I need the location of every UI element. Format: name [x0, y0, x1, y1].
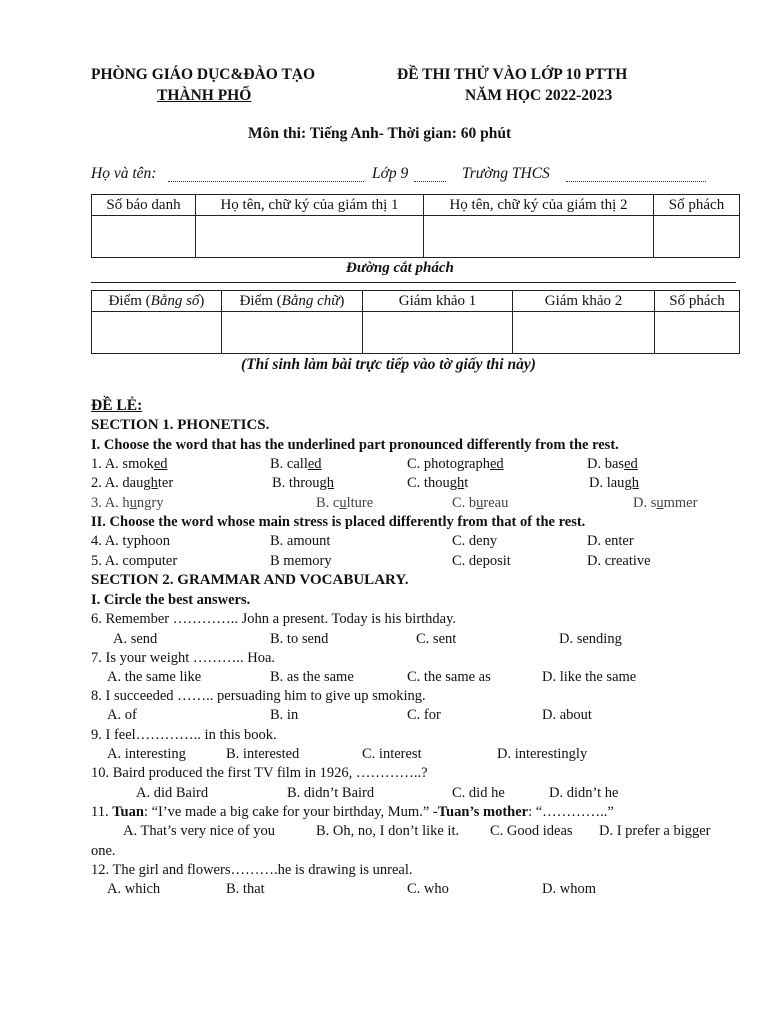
q9-option-d[interactable]: D. interestingly [497, 746, 588, 762]
q2-option-a[interactable]: 2. A. daughter [91, 475, 174, 491]
school-field[interactable] [566, 181, 706, 182]
q7-option-b[interactable]: B. as the same [270, 669, 354, 685]
q2-option-d[interactable]: D. laugh [589, 475, 639, 491]
q1-option-b[interactable]: B. called [270, 456, 322, 472]
subject-line: Môn thi: Tiếng Anh- Thời gian: 60 phút [248, 125, 512, 142]
exam-title: ĐỀ THI THỬ VÀO LỚP 10 PTTH [397, 66, 628, 83]
header-score-words: Điểm (Bằng chữ) [222, 291, 363, 312]
header-score-number: Điểm (Bằng số) [92, 291, 222, 312]
q4-option-d[interactable]: D. enter [587, 533, 634, 549]
cell-score-words[interactable] [222, 312, 363, 354]
q6-option-c[interactable]: C. sent [416, 631, 457, 647]
cut-line-label: Đường cắt phách [346, 260, 454, 276]
cut-line [91, 282, 736, 283]
q11-stem: 11. Tuan: “I’ve made a big cake for your birthday, Mum.” -Tuan’s mother: “…………..” [91, 804, 614, 820]
q4-option-a[interactable]: 4. A. typhoon [91, 533, 170, 549]
score-table [91, 290, 740, 354]
q4-option-b[interactable]: B. amount [270, 533, 331, 549]
q7-option-c[interactable]: C. the same as [407, 669, 491, 685]
q3-option-d[interactable]: D. summer [633, 495, 698, 511]
q6-option-b[interactable]: B. to send [270, 631, 329, 647]
q10-option-a[interactable]: A. did Baird [136, 785, 209, 801]
q3-option-a[interactable]: 3. A. hungry [91, 495, 164, 511]
q11-option-b[interactable]: B. Oh, no, I don’t like it. [316, 823, 460, 839]
q2-option-c[interactable]: C. thought [407, 475, 469, 491]
q1-option-d[interactable]: D. based [587, 456, 638, 472]
q5-option-d[interactable]: D. creative [587, 553, 651, 569]
q4-option-c[interactable]: C. deny [452, 533, 498, 549]
q7-stem: 7. Is your weight ……….. Hoa. [91, 650, 276, 666]
q8-option-a[interactable]: A. of [107, 707, 137, 723]
q8-option-b[interactable]: B. in [270, 707, 299, 723]
cell-invigilator-2[interactable] [424, 216, 654, 258]
q11-option-c[interactable]: C. Good ideas [490, 823, 573, 839]
instruction-note: (Thí sinh làm bài trực tiếp vào tờ giấy thi này) [241, 356, 536, 373]
q10-option-c[interactable]: C. did he [452, 785, 505, 801]
cell-serial-number[interactable] [654, 216, 740, 258]
q5-option-a[interactable]: 5. A. computer [91, 553, 178, 569]
school-label: Trường THCS [462, 165, 550, 182]
section1-part1: I. Choose the word that has the underlined part pronounced differently from the rest. [91, 437, 619, 453]
header-serial-number: Số phách [654, 195, 740, 216]
q6-option-a[interactable]: A. send [113, 631, 158, 647]
q8-option-c[interactable]: C. for [407, 707, 441, 723]
cell-examiner-2[interactable] [513, 312, 655, 354]
q11-option-d[interactable]: D. I prefer a bigger [599, 823, 711, 839]
q9-option-c[interactable]: C. interest [362, 746, 422, 762]
q6-option-d[interactable]: D. sending [559, 631, 622, 647]
q9-option-a[interactable]: A. interesting [107, 746, 186, 762]
candidate-table [91, 194, 740, 258]
q11-option-d-wrap: one. [91, 843, 116, 859]
q12-option-c[interactable]: C. who [407, 881, 449, 897]
name-label: Họ và tên: [91, 165, 157, 182]
class-label: Lớp 9 [372, 165, 409, 182]
section2-title: SECTION 2. GRAMMAR AND VOCABULARY. [91, 572, 409, 588]
q8-option-d[interactable]: D. about [542, 707, 592, 723]
q10-option-d[interactable]: D. didn’t he [549, 785, 619, 801]
q3-option-b[interactable]: B. culture [316, 495, 374, 511]
q5-option-c[interactable]: C. deposit [452, 553, 511, 569]
q12-option-a[interactable]: A. which [107, 881, 161, 897]
header-serial-number-2: Số phách [655, 291, 740, 312]
q6-stem: 6. Remember ………….. John a present. Today is his birthday. [91, 611, 457, 627]
q1-option-c[interactable]: C. photographed [407, 456, 504, 472]
section1-title: SECTION 1. PHONETICS. [91, 417, 270, 433]
q3-option-c[interactable]: C. bureau [452, 495, 509, 511]
header-examiner-2: Giám khảo 2 [513, 291, 655, 312]
q7-option-a[interactable]: A. the same like [107, 669, 202, 685]
cell-invigilator-1[interactable] [196, 216, 424, 258]
school-year: NĂM HỌC 2022-2023 [465, 87, 613, 104]
header-examiner-1: Giám khảo 1 [363, 291, 513, 312]
cell-candidate-number[interactable] [92, 216, 196, 258]
section2-part1: I. Circle the best answers. [91, 592, 251, 608]
q11-option-a[interactable]: A. That’s very nice of you [123, 823, 275, 839]
q12-stem: 12. The girl and flowers……….he is drawing is unreal. [91, 862, 413, 878]
q1-option-a[interactable]: 1. A. smoked [91, 456, 168, 472]
cell-examiner-1[interactable] [363, 312, 513, 354]
cell-score-number[interactable] [92, 312, 222, 354]
q12-option-d[interactable]: D. whom [542, 881, 596, 897]
section1-part2: II. Choose the word whose main stress is placed differently from that of the rest. [91, 514, 586, 530]
q2-option-b[interactable]: B. through [272, 475, 335, 491]
q12-option-b[interactable]: B. that [226, 881, 265, 897]
q7-option-d[interactable]: D. like the same [542, 669, 637, 685]
cell-serial-number-2[interactable] [655, 312, 740, 354]
q10-stem: 10. Baird produced the first TV film in 1926, …………..? [91, 765, 428, 781]
header-invigilator-2: Họ tên, chữ ký của giám thị 2 [424, 195, 654, 216]
header-invigilator-1: Họ tên, chữ ký của giám thị 1 [196, 195, 424, 216]
header-candidate-number: Số báo danh [92, 195, 196, 216]
class-field[interactable] [414, 181, 446, 182]
q5-option-b[interactable]: B memory [270, 553, 332, 569]
exam-code: ĐỀ LẺ: [91, 397, 143, 414]
city-name: THÀNH PHỐ [157, 87, 252, 104]
name-field[interactable] [168, 181, 364, 182]
q9-stem: 9. I feel………….. in this book. [91, 727, 277, 743]
q10-option-b[interactable]: B. didn’t Baird [287, 785, 375, 801]
q9-option-b[interactable]: B. interested [226, 746, 300, 762]
department-name: PHÒNG GIÁO DỤC&ĐÀO TẠO [91, 66, 316, 83]
q8-stem: 8. I succeeded …….. persuading him to give up smoking. [91, 688, 426, 704]
